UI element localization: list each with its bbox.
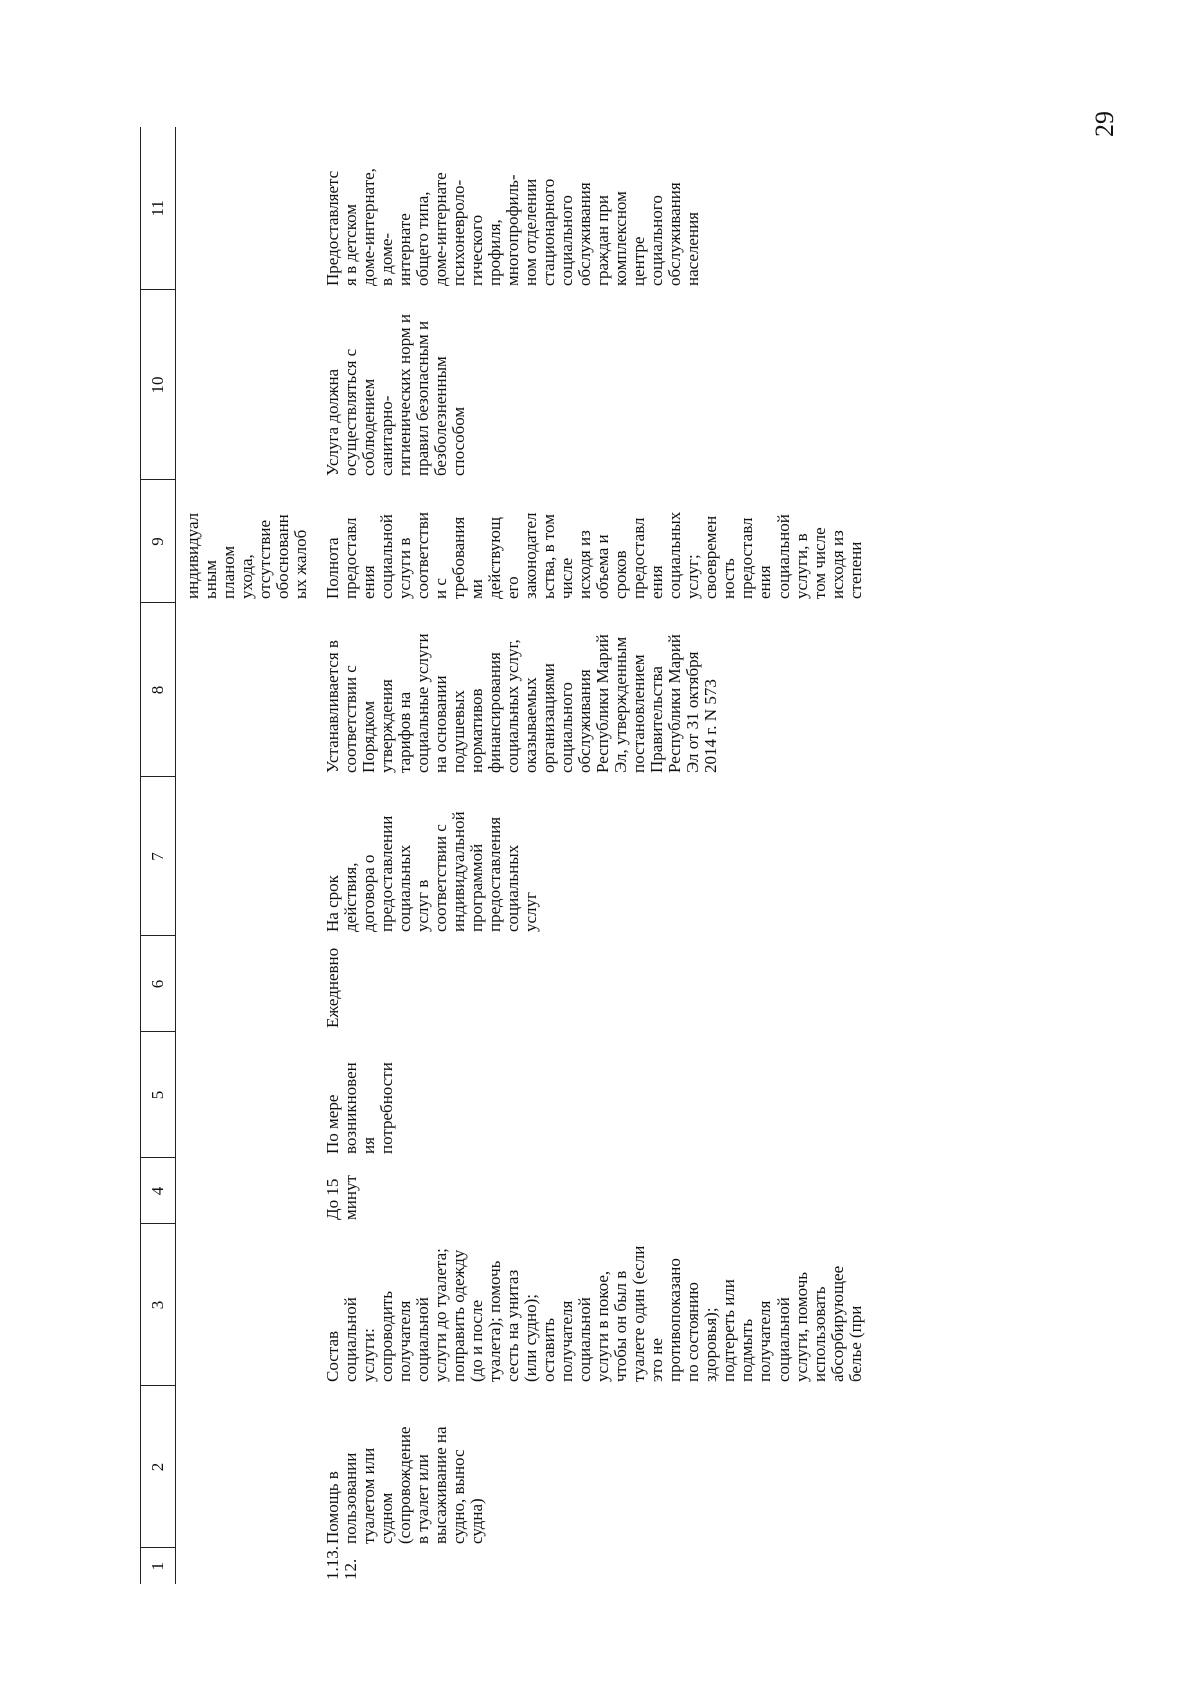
column-number: 8: [141, 603, 176, 777]
column-number: 9: [141, 480, 176, 603]
cell-empty: [176, 1224, 321, 1386]
cell-quality-criteria-continued: индивидуал ьным планом ухода, отсутствие обоснованн ых жалоб: [183, 512, 311, 599]
column-number: 5: [141, 1032, 176, 1158]
continuation-row: [176, 127, 321, 1584]
cell-empty: [176, 1548, 321, 1584]
cell-periodicity: Ежедневно: [323, 947, 343, 1028]
cell-empty: [176, 1386, 321, 1548]
cell-provider: Предоставляетс я в детском доме-интернате, в доме- интернате общего типа, доме-интернате психоневроло- гического профиля, многопрофиль- ном отделении стационарного социального обслуживания граждан при комплексном центре социального обслуживания населения: [323, 168, 703, 286]
cell-empty: [176, 777, 321, 936]
page-number: 29: [1090, 111, 1119, 137]
cell-quality-criteria: Полнота предоставл ения социальной услуги в соответстви и с требования ми действующ его законодател ьства, в том числе исходя из объема и сроков предоставл ения социальных услуг; своевремен ность предоставл ения социальной услуги, в том числе исходя из степени: [323, 511, 865, 599]
column-number-header: [141, 127, 176, 1584]
services-table: [140, 127, 871, 1584]
cell-empty: [176, 290, 321, 480]
column-number: 10: [141, 290, 176, 480]
cell-empty: [176, 936, 321, 1032]
table-row: [320, 127, 870, 1584]
cell-tariff: Устанавливается в соответствии с Порядком утверждения тарифов на социальные услуги на основании подушевых нормативов финансирования социальных услуг, оказываемых организациями социального обслуживания Республики Марий Эл, утвержденным постановлением Правительства Республики Марий Эл от 31 октября 2014 г. N 573: [323, 633, 721, 773]
column-number: 11: [141, 127, 176, 290]
cell-empty: [176, 603, 321, 777]
cell-conditions: Услуга должна осуществляться с соблюдением санитарно- гигиенических норм и правил безопасным и безболезненным способом: [323, 314, 469, 476]
cell-empty: [176, 1158, 321, 1224]
cell-empty: [176, 127, 321, 290]
cell-service-name: Помощь в пользовании туалетом или судном (сопровождение в туалет или высаживание на судно, вынос судна): [323, 1426, 487, 1544]
cell-item-number: 1.13. 12.: [323, 1546, 361, 1580]
column-number: 7: [141, 777, 176, 936]
cell-frequency: По мере возникновен ия потребности: [323, 1062, 397, 1154]
column-number: 3: [141, 1224, 176, 1386]
cell-provision-term: На срок действия, договора о предоставлении социальных услуг в соответствии с индивидуальной программой предоставления социальных услуг: [323, 811, 541, 932]
column-number: 2: [141, 1386, 176, 1548]
column-number: 1: [141, 1548, 176, 1584]
cell-duration: До 15 минут: [323, 1175, 361, 1220]
cell-service-description: Состав социальной услуги: сопроводить получателя социальной услуги до туалета; поправить одежду (до и после туалета); помочь сесть на унитаз (или судно); оставить получателя социальной услуги в покое, чтобы он был в туалете один (если это не противопоказано по состоянию здоровья); подтереть или подмыть получателя социальной услуги, помочь использовать абсорбирующее белье (при: [323, 1245, 865, 1382]
column-number: 6: [141, 936, 176, 1032]
cell-empty: [176, 1032, 321, 1158]
column-number: 4: [141, 1158, 176, 1224]
